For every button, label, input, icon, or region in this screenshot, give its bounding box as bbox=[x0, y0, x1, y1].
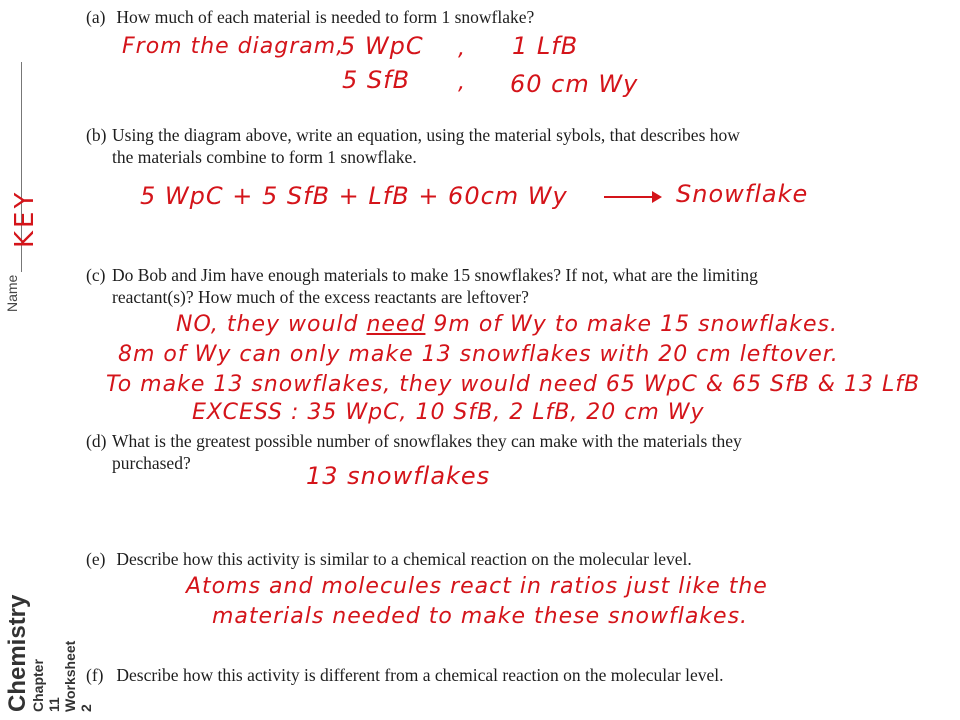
name-value-handwritten: KEY bbox=[10, 189, 40, 248]
question-text-line2: the materials combine to form 1 snowflake. bbox=[112, 147, 417, 167]
answer-e-line1: Atoms and molecules react in ratios just like the bbox=[186, 574, 768, 599]
question-text-line1: Do Bob and Jim have enough materials to make 15 snowflakes? If not, what are the limiting bbox=[112, 265, 758, 285]
answer-a-lfb: 1 LfB bbox=[512, 32, 579, 60]
answer-a-wpc: 5 WpC bbox=[340, 32, 424, 60]
question-b bbox=[86, 124, 886, 168]
course-title: Chemistry bbox=[4, 594, 31, 712]
answer-c-line3: To make 13 snowflakes, they would need 65 WpC & 65 SfB & 13 LfB bbox=[106, 372, 921, 397]
answer-a-wy: 60 cm Wy bbox=[510, 70, 639, 98]
question-e bbox=[86, 548, 886, 570]
question-number: (d) bbox=[86, 431, 107, 451]
question-number: (c) bbox=[86, 265, 106, 285]
name-label: Name bbox=[4, 274, 20, 312]
question-text: Describe how this activity is different from a chemical reaction on the molecular level. bbox=[116, 665, 724, 685]
question-text-line1: Using the diagram above, write an equation, using the material sybols, that describes how bbox=[112, 125, 740, 145]
question-number: (e) bbox=[86, 549, 106, 569]
answer-c-line2: 8m of Wy can only make 13 snowflakes with 20 cm leftover. bbox=[118, 342, 839, 367]
answer-a-comma: , bbox=[458, 70, 466, 95]
answer-c-need: need bbox=[366, 312, 426, 337]
course-subtitle: Chapter 11 Worksheet 2 bbox=[30, 640, 94, 712]
question-text-line2: reactant(s)? How much of the excess reactants are leftover? bbox=[112, 287, 529, 307]
question-f bbox=[86, 664, 886, 686]
answer-a-comma: , bbox=[458, 36, 466, 61]
question-number: (f) bbox=[86, 665, 104, 685]
answer-c-line1-part: NO, they would bbox=[176, 312, 367, 337]
question-text-line1: What is the greatest possible number of snowflakes they can make with the materials they bbox=[112, 431, 742, 451]
question-a bbox=[86, 6, 886, 28]
answer-a-sfb: 5 SfB bbox=[342, 66, 411, 94]
question-text: Describe how this activity is similar to a chemical reaction on the molecular level. bbox=[116, 549, 692, 569]
question-number: (a) bbox=[86, 7, 106, 27]
answer-b-equation-right: Snowflake bbox=[676, 180, 809, 208]
answer-c-excess: EXCESS : 35 WpC, 10 SfB, 2 LfB, 20 cm Wy bbox=[192, 400, 705, 425]
question-c bbox=[86, 264, 886, 308]
reaction-arrow bbox=[604, 196, 660, 198]
answer-c-line1 bbox=[176, 312, 838, 337]
question-text: How much of each material is needed to form 1 snowflake? bbox=[116, 7, 535, 27]
answer-a-intro: From the diagram, bbox=[122, 34, 345, 59]
left-margin bbox=[0, 0, 94, 720]
answer-d: 13 snowflakes bbox=[306, 462, 491, 490]
question-number: (b) bbox=[86, 125, 107, 145]
answer-b-equation-left: 5 WpC + 5 SfB + LfB + 60cm Wy bbox=[140, 182, 568, 210]
answer-c-line1-part: 9m of Wy to make 15 snowflakes. bbox=[425, 312, 838, 337]
question-text-line2: purchased? bbox=[112, 453, 191, 473]
answer-e-line2: materials needed to make these snowflakes. bbox=[212, 604, 749, 629]
